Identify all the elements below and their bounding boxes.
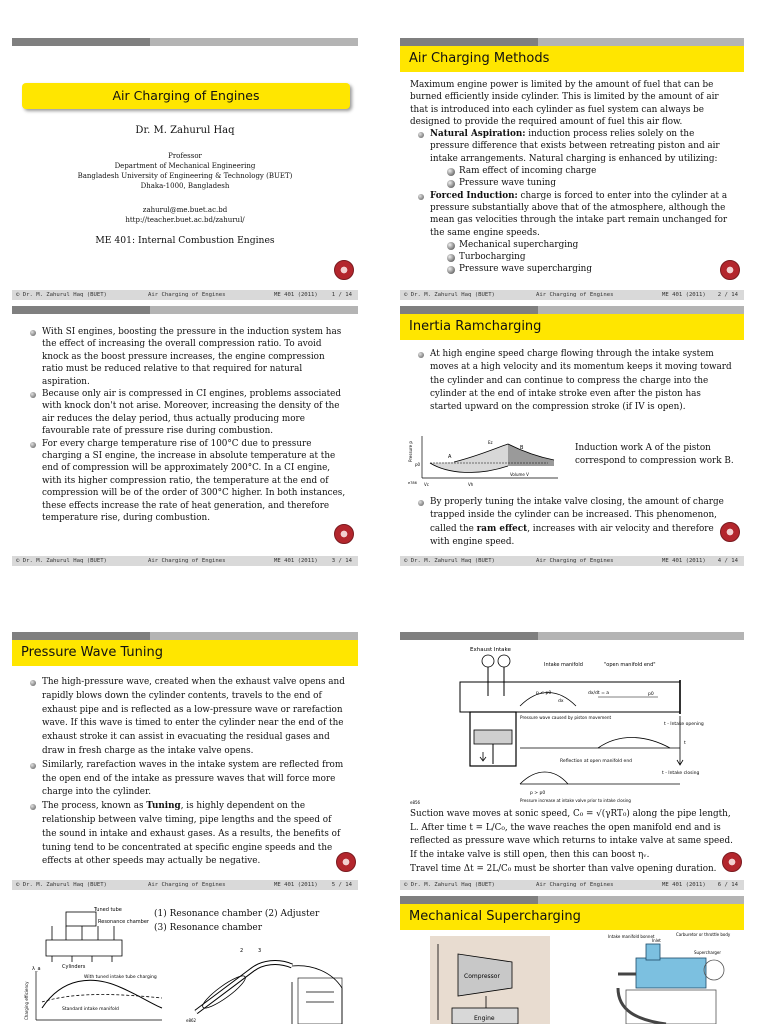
bullet-list	[22, 676, 348, 869]
list-item: Because only air is compressed in CI engines, problems associated with knock don't not arise. Moreover, increasing the density of the air reduces the delay period, thus actually producing more favourable rate of pressure rise during combustion.	[22, 388, 348, 438]
slide-top-bar	[400, 38, 744, 46]
list-item: The high-pressure wave, created when the exhaust valve opens and rapidly blows down the cylinder contents, travels to the end of exhaust pipe and is reflected as a low-pressure wave or rarefaction wave. If this wave is timed to enter the cylinder near the end of the exhaust stroke it can assist in evacuating the residual gases and draw in fresh charge as the intake valve opens.	[22, 676, 348, 759]
slide-body-bottom	[410, 496, 734, 549]
page-number: 2 / 14	[717, 292, 738, 298]
label-p-low: p < p0	[536, 691, 552, 696]
email-link[interactable]: zahurul@me.buet.ac.bd	[142, 206, 228, 214]
footer-course: ME 401 (2011)	[274, 292, 318, 298]
vh-label: Vh	[468, 482, 474, 487]
sub-item: Turbocharging	[430, 251, 734, 263]
contact	[12, 205, 358, 225]
frame-title: Air Charging Methods	[400, 46, 744, 72]
paragraph: Suction wave moves at sonic speed, C₀ = √(γRT₀) along the pipe length, L. After time t = L/C₀, the wave reaches the open manifold end and is reflected as pressure wave which returns to intake valve at same speed. If the intake valve is still open, then this can boost ηᵥ.	[410, 809, 733, 861]
supercharger-schematic	[430, 936, 550, 1024]
label-part-3: 3	[258, 948, 262, 954]
axis-label-y: Pressure p	[408, 441, 413, 462]
area-b-label: B	[520, 445, 524, 451]
slide-2	[400, 38, 744, 300]
title-box	[22, 83, 350, 109]
label-p0: p0	[648, 692, 654, 697]
slide-body	[410, 79, 734, 276]
label-engine: Engine	[474, 1015, 495, 1022]
buet-logo-icon	[720, 522, 740, 542]
slide-1	[12, 38, 358, 300]
label-intake-closing: t - Intake closing	[662, 771, 700, 776]
p0-label: p0	[415, 462, 421, 467]
slide-footer	[400, 556, 744, 566]
slide-footer	[12, 290, 358, 300]
label-p-high: p > p0	[530, 791, 546, 796]
city: Dhaka-1000, Bangladesh	[140, 182, 230, 190]
label-pressure-increase: Pressure increase at intake valve prior to intake closing	[520, 798, 631, 803]
slide-top-bar	[400, 896, 744, 904]
footer-author: © Dr. M. Zahurul Haq (BUET)	[404, 292, 495, 298]
label-inlet: Inlet	[652, 938, 661, 943]
affiliation	[12, 151, 358, 191]
caption-line: (1) Resonance chamber (2) Adjuster	[154, 909, 320, 919]
slide-top-bar	[12, 306, 358, 314]
slide-body-top	[410, 348, 734, 414]
slide-body	[410, 808, 738, 877]
resonance-system-diagram	[182, 942, 358, 1024]
slide-8	[400, 896, 744, 1024]
label-carburetor: Carburetor or throttle body	[676, 932, 731, 937]
homepage-link[interactable]: http://teacher.buet.ac.bd/zahurul/	[125, 216, 245, 224]
label-supercharger: Supercharger	[694, 950, 722, 955]
footer-title: Air Charging of Engines	[148, 558, 226, 564]
label-intake-manifold: Intake manifold	[544, 662, 583, 668]
footer-author: © Dr. M. Zahurul Haq (BUET)	[16, 292, 107, 298]
footer-title: Air Charging of Engines	[148, 882, 226, 888]
department: Department of Mechanical Engineering	[114, 162, 256, 170]
course-name: ME 401: Internal Combustion Engines	[95, 235, 275, 246]
sub-item: Pressure wave tuning	[430, 177, 734, 189]
slide-3	[12, 306, 358, 566]
frame-title: Mechanical Supercharging	[400, 904, 744, 930]
page-number: 5 / 14	[331, 882, 352, 888]
label-dx: dx	[558, 699, 564, 704]
figure-tag: e786	[408, 481, 417, 485]
label-intake-opening: t - Intake opening	[664, 722, 704, 727]
footer-course: ME 401 (2011)	[662, 558, 706, 564]
footer-course: ME 401 (2011)	[662, 882, 706, 888]
bullet-list	[22, 326, 348, 525]
footer-course: ME 401 (2011)	[274, 882, 318, 888]
slide-top-bar	[400, 306, 744, 314]
label-reflection: Reflection at open manifold end	[560, 759, 633, 764]
figure-caption: Induction work A of the piston correspond to compression work B.	[575, 443, 734, 466]
sub-list	[430, 239, 734, 276]
sub-item: Mechanical supercharging	[430, 239, 734, 251]
presentation-title: Air Charging of Engines	[112, 88, 260, 103]
frame-title: Pressure Wave Tuning	[12, 640, 358, 666]
label-wave: Pressure wave caused by piston movement	[520, 715, 612, 720]
slide-footer	[12, 880, 358, 890]
footer-author: © Dr. M. Zahurul Haq (BUET)	[16, 558, 107, 564]
label-with-tuned: With tuned intake tube charging	[84, 975, 157, 980]
footer-author: © Dr. M. Zahurul Haq (BUET)	[404, 558, 495, 564]
slide-top-bar	[12, 632, 358, 640]
figure-tag: e862	[186, 1018, 197, 1023]
label-tuned-tube: Tuned tube	[94, 907, 122, 913]
buet-logo-icon	[720, 260, 740, 280]
label-exhaust-intake: Exhaust Intake	[470, 647, 511, 653]
slide-5	[12, 632, 358, 890]
label-open-end: "open manifold end"	[604, 662, 656, 668]
sub-item: Pressure wave supercharging	[430, 263, 734, 275]
label-compressor: Compressor	[464, 973, 500, 980]
slide-7	[12, 896, 358, 1024]
footer-course: ME 401 (2011)	[274, 558, 318, 564]
axis-label-x: Volume V	[510, 472, 529, 477]
pv-diagram	[408, 432, 568, 488]
slide-4	[400, 306, 744, 566]
sub-item: Ram effect of incoming charge	[430, 165, 734, 177]
footer-title: Air Charging of Engines	[536, 292, 614, 298]
label-t: t	[684, 741, 686, 746]
ez-label: Ez	[488, 440, 493, 445]
bullet-list	[410, 348, 734, 414]
caption-line: (3) Resonance chamber	[154, 922, 263, 933]
list-item: With SI engines, boosting the pressure in the induction system has the effect of increasing the overall compression ratio. To avoid knock as the boost pressure increases, the engine compression ratio must be reduced relative to that required for natural aspiration.	[22, 326, 348, 388]
figure-caption	[154, 908, 319, 935]
figure-tag: e856	[410, 800, 421, 805]
page-number: 3 / 14	[331, 558, 352, 564]
list-item: Natural Aspiration: induction process relies solely on the pressure difference that exists between retreating piston and air intake arrangements. Natural charging is enhanced by utilizing: Ram effect of incoming charge Pressure wave tuning	[410, 128, 734, 189]
frame-title: Inertia Ramcharging	[400, 314, 744, 340]
buet-logo-icon	[334, 260, 354, 280]
list-item: For every charge temperature rise of 100°C due to pressure charging a SI engine, the increase in absolute temperature at the end of compression will be approximately 200°C. In a CI engine, with its higher compression ratio, the temperature at the end of compression will be of the order of 300°C higher. In both instances, these effects increase the rate of heat generation, and therefore temperature rise, during combustion.	[22, 438, 348, 525]
page-number: 4 / 14	[717, 558, 738, 564]
footer-title: Air Charging of Engines	[536, 882, 614, 888]
label-lambda: λ_a	[32, 966, 41, 972]
method-list	[410, 128, 734, 276]
university: Bangladesh University of Engineering & Technology (BUET)	[77, 172, 293, 180]
footer-author: © Dr. M. Zahurul Haq (BUET)	[404, 882, 495, 888]
slide-6	[400, 632, 744, 890]
slide-body	[22, 676, 348, 869]
page-number: 1 / 14	[331, 292, 352, 298]
supercharged-engine-drawing	[596, 930, 740, 1024]
list-item: By properly tuning the intake valve closing, the amount of charge trapped inside the cylinder can be increased. This phenomenon, called the ram effect, increases with air velocity and therefore with engine speed.	[410, 496, 734, 549]
label-resonance-chamber: Resonance chamber	[98, 919, 149, 925]
slide-footer	[12, 556, 358, 566]
slide-top-bar	[400, 632, 744, 640]
intro-paragraph: Maximum engine power is limited by the amount of fuel that can be burned efficiently inside cylinder. This is limited by the amount of air that is introduced into each cylinder as fuel system can always be designed to provide the required amount of fuel this air flow.	[410, 80, 719, 127]
label-charging-efficiency: Charging efficiency	[24, 981, 29, 1020]
intake-wave-diagram	[408, 644, 708, 808]
list-item: Forced Induction: charge is forced to enter into the cylinder at a pressure substantially above that of the atmosphere, although the mean gas velocities through the intake part remain unchanged for the same engine speeds. Mechanical supercharging Turbocharging Pressure wave supercharging	[410, 190, 734, 276]
author-name: Dr. M. Zahurul Haq	[135, 125, 235, 136]
buet-logo-icon	[722, 852, 742, 872]
page-number: 6 / 14	[717, 882, 738, 888]
buet-logo-icon	[334, 524, 354, 544]
footer-title: Air Charging of Engines	[536, 558, 614, 564]
label-standard: Standard intake manifold	[62, 1007, 119, 1012]
footer-title: Air Charging of Engines	[148, 292, 226, 298]
footer-course: ME 401 (2011)	[662, 292, 706, 298]
sub-list	[430, 165, 734, 190]
slide-footer	[400, 290, 744, 300]
paragraph: Travel time Δt = 2L/C₀ must be shorter than valve opening duration.	[410, 863, 717, 874]
tuned-intake-diagram	[22, 904, 172, 1024]
footer-author: © Dr. M. Zahurul Haq (BUET)	[16, 882, 107, 888]
vc-label: Vc	[424, 482, 429, 487]
label-dxdt: dx/dt = a	[588, 691, 610, 696]
position: Professor	[168, 152, 202, 160]
list-item: Similarly, rarefaction waves in the intake system are reflected from the open end of the intake as pressure waves that will force more charge into the cylinder.	[22, 759, 348, 800]
slide-top-bar	[12, 38, 358, 46]
area-a-label: A	[448, 454, 452, 460]
label-intake-bonnet: Intake manifold bonnet	[608, 934, 655, 939]
bullet-list	[410, 496, 734, 549]
list-item: At high engine speed charge flowing through the intake system moves at a high velocity and its momentum keeps it moving toward the cylinder and can continue to compress the charge into the cylinder at the end of intake stroke even after the piston has started upward on the compression stroke (if IV is open).	[410, 348, 734, 414]
label-part-2: 2	[240, 948, 244, 954]
buet-logo-icon	[336, 852, 356, 872]
list-item: The process, known as Tuning, is highly dependent on the relationship between valve timing, pipe lengths and the speed of the sound in intake and exhaust gases. As a results, the benefits of tuning tend to be concentrated at specific engine speeds and the effects at other speeds may actually be negative.	[22, 800, 348, 869]
slide-body	[22, 326, 348, 525]
slide-footer	[400, 880, 744, 890]
label-cylinders: Cylinders	[62, 964, 86, 970]
